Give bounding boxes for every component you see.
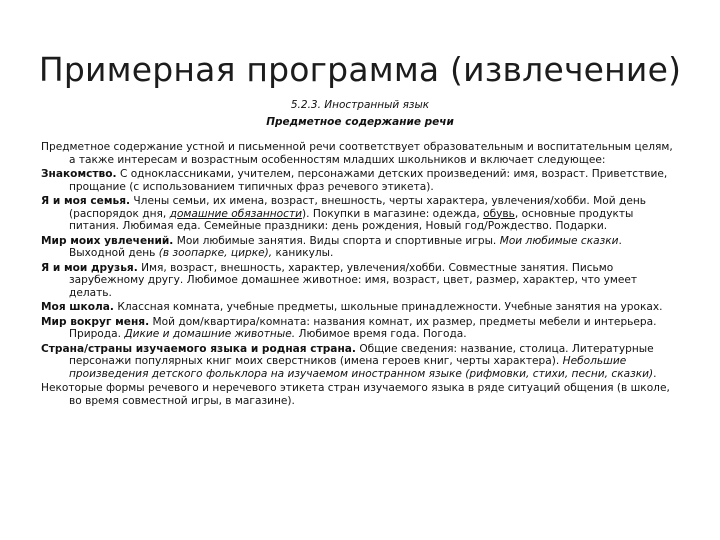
paragraph-heading: Я и мои друзья. (41, 261, 138, 274)
paragraph-text: С одноклассниками, учителем, персонажами детских произведений: имя, возраст. Приветствие, прощание (с использованием типичных фраз речевого этикета). (69, 168, 668, 193)
paragraph-text: Имя, возраст, внешность, характер, увлечения/хобби. Совместные занятия. Письмо зарубежному другу. Любимое домашнее животное: имя, возраст, цвет, размер, характер, что умеет делать. (69, 261, 638, 299)
paragraph-family (41, 195, 681, 233)
paragraph-text: Некоторые формы речевого и неречевого этикета стран изучаемого языка в ряде ситуаций общения (в школе, во время совместной игры, в магазине). (41, 382, 670, 407)
paragraph-heading: Страна/страны изучаемого языка и родная страна. (41, 342, 356, 355)
paragraph-text: ). Покупки в магазине: одежда, (302, 207, 480, 220)
paragraph-acquaintance (41, 168, 681, 193)
paragraph-text: Любимое время года. Погода. (298, 328, 467, 340)
paragraph-heading: Моя школа. (41, 301, 114, 313)
paragraph-text: Члены семьи, их имена, возраст, внешность, черты характера, увлечения/хобби. Мой день (распорядок дня, (69, 195, 647, 220)
paragraph-etiquette (41, 382, 681, 407)
paragraph-heading: Мир моих увлечений. (41, 234, 174, 247)
paragraph-text: . Выходной день (69, 234, 622, 259)
paragraph-world-around (41, 316, 681, 341)
paragraph-italic: Мои любимые сказки (499, 234, 619, 247)
paragraph-text: . (653, 367, 657, 380)
paragraph-underlined: обувь (483, 207, 515, 220)
paragraph-school (41, 301, 681, 314)
paragraph-heading: Знакомство. (41, 168, 117, 180)
paragraph-italic: (в зоопарке, цирке), (158, 247, 273, 259)
content-body (41, 141, 681, 409)
paragraph-italic: Дикие и домашние животные. (124, 328, 296, 340)
section-subheading: Предметное содержание речи (266, 116, 454, 128)
paragraph-text: Мои любимые занятия. Виды спорта и спортивные игры. (176, 234, 497, 247)
paragraph-heading: Я и моя семья. (41, 195, 131, 207)
paragraph-intro (41, 141, 681, 166)
paragraph-text: Мой дом/квартира/комната: названия комнат, их размер, предметы мебели и интерьера. Природа. (69, 315, 657, 340)
section-number-subtitle: 5.2.3. Иностранный язык (290, 99, 430, 111)
paragraph-hobbies (41, 235, 681, 260)
paragraph-italic-underlined: домашние обязанности (169, 207, 303, 220)
paragraph-heading: Мир вокруг меня. (41, 315, 150, 328)
paragraph-text: Классная комната, учебные предметы, школьные принадлежности. Учебные занятия на уроках. (117, 301, 663, 313)
paragraph-friends (41, 262, 681, 300)
slide-title: Примерная программа (извлечение) (38, 50, 682, 89)
paragraph-text: Общие сведения: название, столица. Литературные персонажи популярных книг моих сверстников (имена героев книг, черты характера). (69, 342, 654, 367)
paragraph-italic: Небольшие произведения детского фольклора на изучаемом иностранном языке (рифмовки, стихи, песни, сказки) (69, 355, 654, 380)
paragraph-text: Предметное содержание устной и письменной речи соответствует образовательным и воспитательным целям, а также интересам и возрастным особенностям младших школьников и включает следующее: (41, 141, 673, 166)
paragraph-countries (41, 343, 681, 381)
paragraph-text: , основные продукты питания. Любимая еда. Семейные праздники: день рождения, Новый год/Рождество. Подарки. (69, 207, 634, 232)
paragraph-text: каникулы. (275, 247, 334, 259)
